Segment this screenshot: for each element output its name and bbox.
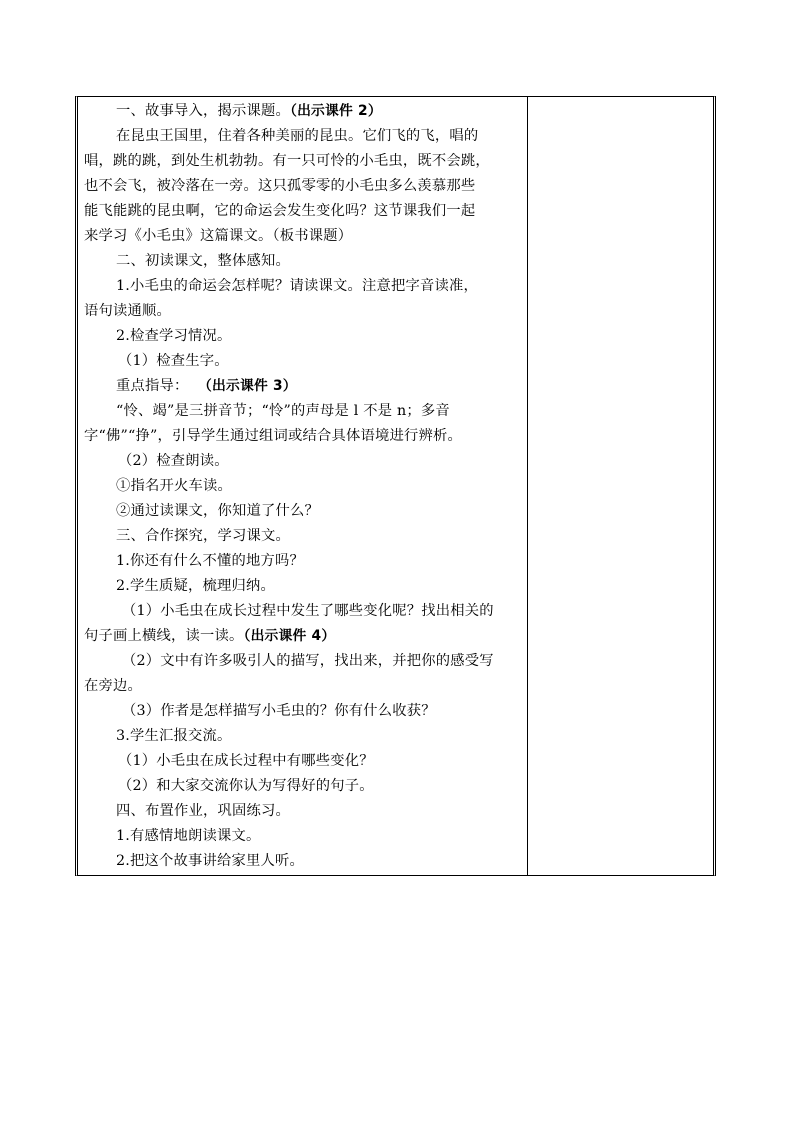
paragraph-line: （2）检查朗读。 bbox=[118, 453, 229, 469]
column-divider bbox=[527, 97, 528, 875]
paragraph-line: 在旁边。 bbox=[84, 678, 142, 694]
notes-cell bbox=[529, 97, 713, 875]
paragraph-line: 2.检查学习情况。 bbox=[116, 328, 232, 344]
paragraph-line: （1）小毛虫在成长过程中有哪些变化？ bbox=[118, 753, 374, 769]
paragraph-line: （1）小毛虫在成长过程中发生了哪些变化呢？找出相关的 bbox=[122, 603, 494, 619]
paragraph-line: 2.把这个故事讲给家里人听。 bbox=[116, 853, 305, 869]
section-1-heading: 一、故事导入，揭示课题。（出示课件 2） bbox=[116, 103, 382, 119]
section-4-heading: 四、布置作业，巩固练习。 bbox=[116, 803, 290, 819]
paragraph-line: 唱，跳的跳，到处生机勃勃。有一只可怜的小毛虫，既不会跳， bbox=[84, 153, 490, 169]
paragraph-line: 2.学生质疑，梳理归纳。 bbox=[116, 578, 276, 594]
paragraph-line: 语句读通顺。 bbox=[84, 303, 171, 319]
paragraph-line: 1.你还有什么不懂的地方吗？ bbox=[116, 553, 305, 569]
paragraph-line: 能飞能跳的昆虫啊，它的命运会发生变化吗？这节课我们一起 bbox=[84, 203, 476, 219]
key-guidance: 重点指导： （出示课件 3） bbox=[116, 378, 297, 394]
paragraph-line: 1.有感情地朗读课文。 bbox=[116, 828, 261, 844]
section-2-heading: 二、初读课文，整体感知。 bbox=[116, 253, 290, 269]
paragraph-line: ②通过读课文，你知道了什么？ bbox=[116, 503, 319, 519]
paragraph-line: （2）文中有许多吸引人的描写，找出来，并把你的感受写 bbox=[122, 653, 494, 669]
paragraph-line: （3）作者是怎样描写小毛虫的？你有什么收获？ bbox=[122, 703, 436, 719]
paragraph-line: 字“佛”“挣”，引导学生通过组词或结合具体语境进行辨析。 bbox=[84, 428, 462, 444]
paragraph-line: 1.小毛虫的命运会怎样呢？请读课文。注意把字音读准， bbox=[116, 278, 478, 294]
paragraph-line: “怜、竭”是三拼音节；“怜”的声母是 l 不是 n；多音 bbox=[116, 403, 450, 419]
lesson-table bbox=[75, 96, 716, 876]
lesson-content-cell bbox=[84, 97, 524, 874]
paragraph-line: （2）和大家交流你认为写得好的句子。 bbox=[118, 778, 374, 794]
paragraph-line: ①指名开火车读。 bbox=[116, 478, 232, 494]
paragraph-line: 句子画上横线，读一读。（出示课件 4） bbox=[84, 628, 336, 644]
paragraph-line: 3.学生汇报交流。 bbox=[116, 728, 232, 744]
paragraph-line: （1）检查生字。 bbox=[118, 353, 229, 369]
section-3-heading: 三、合作探究，学习课文。 bbox=[116, 528, 290, 544]
paragraph-line: 来学习《小毛虫》这篇课文。（板书课题） bbox=[84, 228, 353, 244]
paragraph-line: 也不会飞，被冷落在一旁。这只孤零零的小毛虫多么羡慕那些 bbox=[84, 178, 476, 194]
paragraph-line: 在昆虫王国里，住着各种美丽的昆虫。它们飞的飞，唱的 bbox=[116, 128, 479, 144]
